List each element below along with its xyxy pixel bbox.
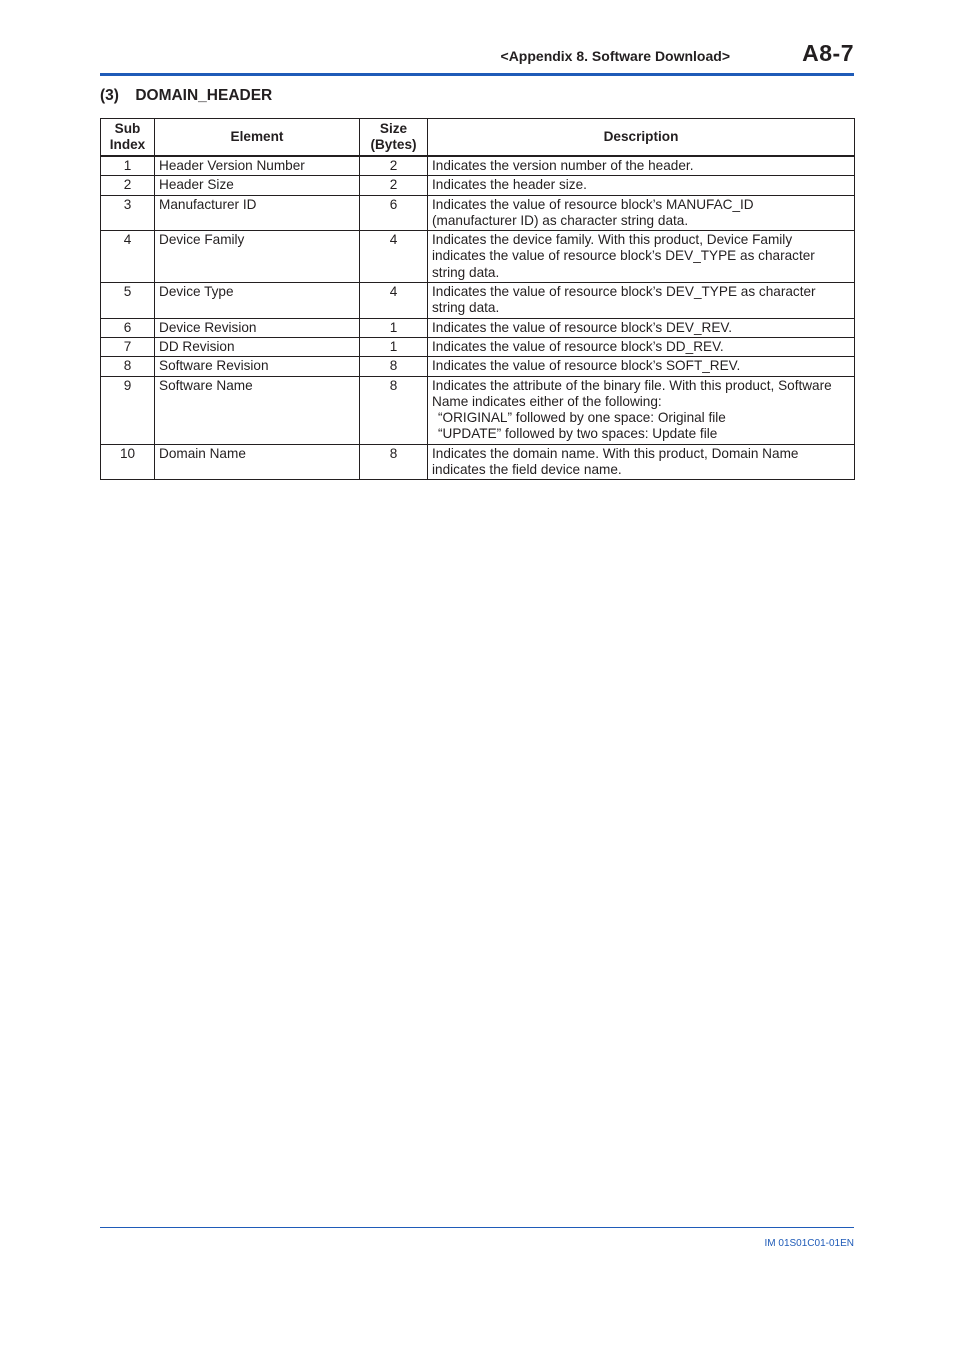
table-row: [101, 337, 855, 356]
description-line: Indicates the attribute of the binary file. With this product, Software: [432, 377, 832, 393]
description-line: “UPDATE” followed by two spaces: Update file: [438, 426, 718, 442]
cell-element: Header Size: [155, 176, 360, 195]
table-row: [101, 156, 855, 176]
table-body: [101, 156, 855, 480]
description-line: (manufacturer ID) as character string data.: [432, 212, 689, 228]
table-row: [101, 376, 855, 444]
cell-size: 6: [360, 195, 428, 231]
description-line: string data.: [432, 264, 500, 280]
description-line: Name indicates either of the following:: [432, 393, 662, 409]
cell-sub-index: 9: [101, 376, 155, 444]
cell-size: 2: [360, 156, 428, 176]
table-row: [101, 195, 855, 231]
cell-sub-index: 6: [101, 318, 155, 337]
description-line: indicates the field device name.: [432, 462, 622, 478]
section-title: DOMAIN_HEADER: [135, 87, 273, 104]
cell-description: [428, 156, 855, 176]
cell-sub-index: 3: [101, 195, 155, 231]
description-line: string data.: [432, 300, 500, 316]
table-row: [101, 357, 855, 376]
description-line: Indicates the value of resource block’s DEV_TYPE as character: [432, 284, 816, 300]
page-number: A8-7: [802, 40, 854, 66]
cell-element: Software Revision: [155, 357, 360, 376]
description-line: Indicates the header size.: [432, 177, 587, 193]
cell-element: Manufacturer ID: [155, 195, 360, 231]
column-header-line: Sub: [114, 120, 141, 136]
description-line: Indicates the value of resource block’s DEV_REV.: [432, 319, 732, 335]
description-line: Indicates the domain name. With this product, Domain Name: [432, 445, 799, 461]
document-id: IM 01S01C01-01EN: [764, 1238, 854, 1249]
cell-sub-index: 4: [101, 231, 155, 283]
cell-sub-index: 2: [101, 176, 155, 195]
table-row: [101, 231, 855, 283]
cell-sub-index: 5: [101, 283, 155, 319]
section-heading: [100, 87, 272, 105]
description-line: Indicates the value of resource block’s MANUFAC_ID: [432, 196, 754, 212]
cell-element: Domain Name: [155, 444, 360, 480]
cell-size: 1: [360, 337, 428, 356]
table-row: [101, 444, 855, 480]
cell-size: 4: [360, 231, 428, 283]
cell-description: [428, 337, 855, 356]
cell-size: 8: [360, 444, 428, 480]
section-number: (3): [100, 87, 119, 104]
cell-size: 2: [360, 176, 428, 195]
column-header-sub-index: [101, 119, 155, 157]
cell-sub-index: 8: [101, 357, 155, 376]
cell-description: [428, 195, 855, 231]
cell-sub-index: 10: [101, 444, 155, 480]
description-line: indicates the value of resource block’s DEV_TYPE as character: [432, 248, 815, 264]
cell-sub-index: 7: [101, 337, 155, 356]
cell-description: [428, 444, 855, 480]
cell-description: [428, 231, 855, 283]
cell-element: Device Family: [155, 231, 360, 283]
table-row: [101, 318, 855, 337]
cell-element: Device Type: [155, 283, 360, 319]
column-header-line: Description: [603, 128, 679, 144]
description-line: Indicates the value of resource block’s DD_REV.: [432, 338, 724, 354]
column-header-line: Index: [109, 137, 146, 152]
column-header-element: [155, 119, 360, 157]
running-header-title: <Appendix 8. Software Download>: [500, 48, 730, 64]
cell-size: 4: [360, 283, 428, 319]
footer-rule: [100, 1227, 854, 1228]
cell-size: 8: [360, 357, 428, 376]
cell-element: Header Version Number: [155, 156, 360, 176]
cell-size: 8: [360, 376, 428, 444]
column-header-line: Element: [230, 128, 284, 144]
domain-header-table: [100, 118, 855, 480]
cell-element: Software Name: [155, 376, 360, 444]
column-header-description: [428, 119, 855, 157]
cell-element: Device Revision: [155, 318, 360, 337]
cell-description: [428, 357, 855, 376]
cell-description: [428, 176, 855, 195]
cell-element: DD Revision: [155, 337, 360, 356]
cell-description: [428, 376, 855, 444]
cell-size: 1: [360, 318, 428, 337]
description-line: Indicates the value of resource block’s SOFT_REV.: [432, 358, 741, 374]
header-rule: [100, 73, 854, 76]
column-header-line: Size: [379, 120, 408, 136]
cell-sub-index: 1: [101, 156, 155, 176]
description-line: Indicates the version number of the header.: [432, 158, 694, 173]
column-header-size: [360, 119, 428, 157]
table-row: [101, 283, 855, 319]
column-header-line: (Bytes): [370, 137, 417, 152]
description-line: Indicates the device family. With this product, Device Family: [432, 232, 793, 248]
cell-description: [428, 318, 855, 337]
table-header-row: [101, 119, 855, 157]
table-row: [101, 176, 855, 195]
description-line: “ORIGINAL” followed by one space: Original file: [438, 410, 726, 426]
cell-description: [428, 283, 855, 319]
